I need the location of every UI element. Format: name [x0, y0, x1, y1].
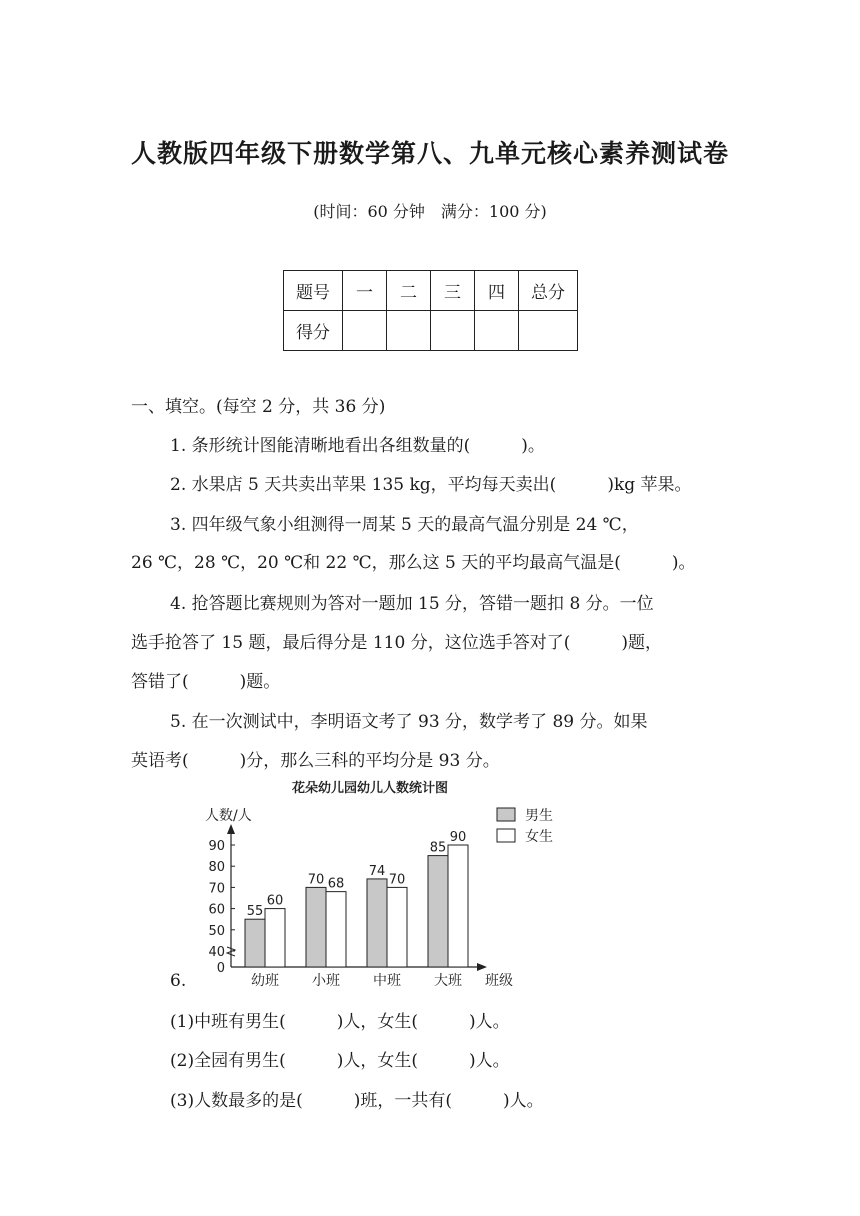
y-tick-label: 0 [216, 961, 225, 976]
score-cell[interactable] [475, 311, 519, 351]
y-tick-label: 40 [208, 945, 225, 960]
bar-chart-svg [195, 776, 575, 996]
question-1: 1. 条形统计图能清晰地看出各组数量的( )。 [170, 436, 545, 456]
bar-value-label: 60 [266, 893, 284, 909]
question-5-line-2: 英语考( )分，那么三科的平均分是 93 分。 [131, 751, 500, 771]
y-tick-label: 80 [208, 860, 225, 876]
bar-boys [428, 856, 448, 967]
bar-boys [367, 879, 387, 967]
bar-girls [387, 887, 407, 967]
score-header-cell: 三 [431, 271, 475, 311]
score-cell[interactable] [387, 311, 431, 351]
bar-value-label: 70 [307, 872, 325, 888]
bar-girls [448, 845, 468, 967]
score-header-cell: 一 [343, 271, 387, 311]
bar-value-label: 85 [429, 840, 447, 856]
bar-value-label: 55 [246, 904, 264, 920]
bar-value-label: 70 [388, 872, 406, 888]
chart-title: 花朵幼儿园幼儿人数统计图 [291, 781, 449, 796]
legend-label: 女生 [525, 829, 553, 845]
legend-label: 男生 [525, 808, 553, 824]
score-row-label: 得分 [284, 311, 343, 351]
page-title: 人教版四年级下册数学第八、九单元核心素养测试卷 [130, 139, 729, 168]
score-header-cell: 总分 [519, 271, 578, 311]
legend-swatch [497, 808, 515, 821]
bar-value-label: 90 [449, 830, 467, 845]
score-header-cell: 二 [387, 271, 431, 311]
score-cell[interactable] [343, 311, 387, 351]
bar-value-label: 74 [368, 863, 386, 879]
legend-swatch [497, 829, 515, 842]
question-6-part-3: (3)人数最多的是( )班，一共有( )人。 [170, 1091, 544, 1111]
bar-girls [326, 892, 346, 967]
score-table-score-row [284, 311, 578, 351]
x-tick-label: 幼班 [251, 973, 279, 989]
score-cell[interactable] [431, 311, 475, 351]
bar-chart [195, 776, 575, 996]
y-axis-arrow [227, 824, 235, 834]
bar-boys [245, 919, 265, 967]
question-4-line-1: 4. 抢答题比赛规则为答对一题加 15 分，答错一题扣 8 分。一位 [170, 594, 654, 614]
score-cell[interactable] [519, 311, 578, 351]
exam-info: (时间：60 分钟 满分：100 分) [313, 202, 547, 221]
question-6-part-2: (2)全园有男生( )人，女生( )人。 [170, 1051, 510, 1071]
y-tick-label: 50 [208, 923, 225, 939]
question-2: 2. 水果店 5 天共卖出苹果 135 kg，平均每天卖出( )kg 苹果。 [170, 475, 692, 495]
question-4-line-3: 答错了( )题。 [131, 672, 281, 692]
bar-girls [265, 909, 285, 967]
x-axis-label: 班级 [485, 973, 513, 989]
question-3-line-1: 3. 四年级气象小组测得一周某 5 天的最高气温分别是 24 ℃， [170, 515, 639, 535]
question-6-part-1: (1)中班有男生( )人，女生( )人。 [170, 1012, 510, 1032]
x-tick-label: 中班 [373, 973, 401, 989]
score-header-cell: 四 [475, 271, 519, 311]
y-tick-label: 70 [208, 881, 225, 897]
x-axis-arrow [477, 963, 487, 971]
score-header-cell: 题号 [284, 271, 343, 311]
score-table-header-row [284, 271, 578, 311]
y-tick-label: 60 [208, 902, 225, 918]
section-heading: 一、填空。(每空 2 分，共 36 分) [131, 397, 386, 417]
question-4-line-2: 选手抢答了 15 题，最后得分是 110 分，这位选手答对了( )题， [131, 633, 662, 653]
y-tick-label: 90 [208, 839, 225, 854]
score-table [283, 270, 578, 351]
x-tick-label: 大班 [434, 973, 462, 989]
question-5-line-1: 5. 在一次测试中，李明语文考了 93 分，数学考了 89 分。如果 [170, 712, 648, 732]
question-6-number: 6. [170, 971, 187, 991]
x-tick-label: 小班 [312, 973, 340, 989]
bar-boys [306, 887, 326, 967]
y-axis-label: 人数/人 [205, 808, 252, 824]
question-3-line-2: 26 ℃，28 ℃，20 ℃和 22 ℃，那么这 5 天的平均最高气温是( )。 [131, 553, 696, 573]
bar-value-label: 68 [327, 876, 345, 892]
